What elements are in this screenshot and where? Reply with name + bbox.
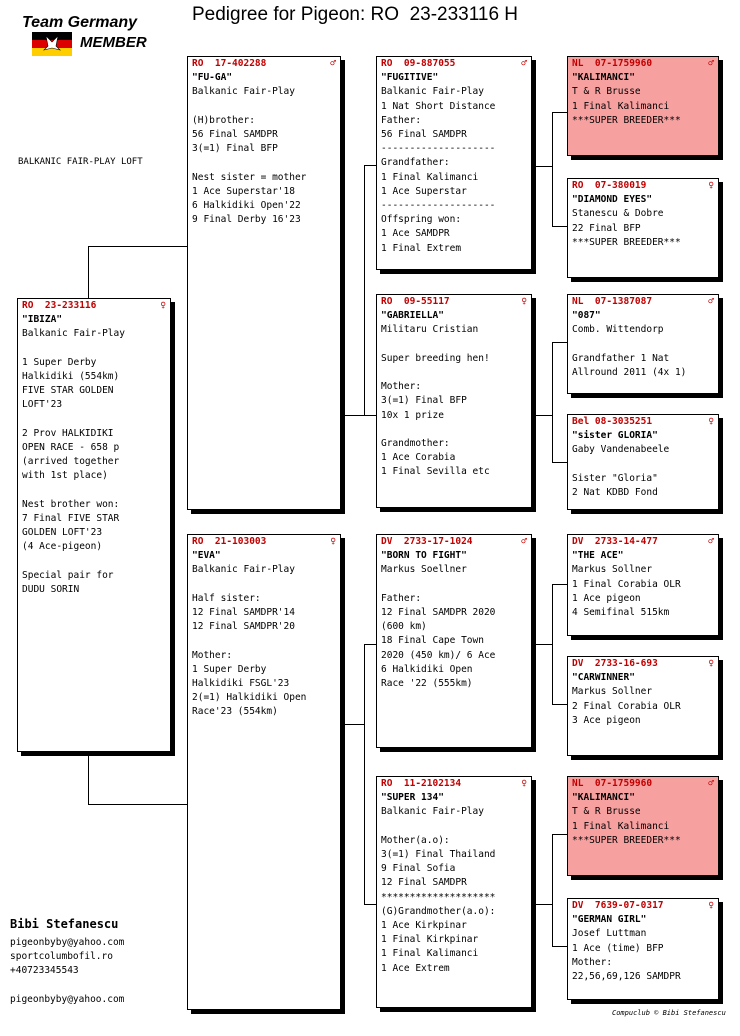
pigeon-name: "087" bbox=[572, 310, 601, 322]
pedigree-card-sire bbox=[187, 56, 341, 510]
pedigree-line: 1 Ace pigeon bbox=[572, 592, 641, 604]
connector-line bbox=[552, 946, 567, 947]
pigeon-name: "GERMAN GIRL" bbox=[572, 914, 647, 926]
ring-number-text: RO 17-402288 bbox=[192, 58, 267, 69]
pedigree-line: 1 Ace Extrem bbox=[381, 962, 450, 974]
pedigree-line: 18 Final Cape Town bbox=[381, 635, 484, 647]
pedigree-line: Race '22 (555km) bbox=[381, 678, 473, 690]
pedigree-line bbox=[192, 100, 336, 114]
ring-number-text: RO 21-103003 bbox=[192, 536, 267, 547]
pedigree-line: 4 Semifinal 515km bbox=[572, 607, 670, 619]
pedigree-line bbox=[572, 458, 714, 472]
pedigree-line: Allround 2011 (4x 1) bbox=[572, 367, 687, 379]
ring-number bbox=[572, 535, 714, 549]
connector-line bbox=[364, 644, 376, 645]
ring-number bbox=[381, 535, 527, 549]
connector-line bbox=[532, 904, 553, 905]
pedigree-line: (H)brother: bbox=[192, 114, 255, 126]
pedigree-card-ggp-8 bbox=[567, 898, 719, 1000]
connector-line bbox=[552, 226, 567, 227]
ring-number bbox=[192, 535, 336, 549]
connector-line bbox=[341, 415, 365, 416]
ring-number bbox=[572, 777, 714, 791]
pedigree-line: (600 km) bbox=[381, 621, 427, 633]
pedigree-line: 1 Ace SAMDPR bbox=[381, 228, 450, 240]
connector-line bbox=[552, 834, 567, 835]
pedigree-line: Militaru Cristian bbox=[381, 324, 479, 336]
pedigree-line: 3(=1) Final Thailand bbox=[381, 849, 496, 861]
pedigree-line bbox=[192, 578, 336, 592]
pedigree-line: Balkanic Fair-Play bbox=[192, 564, 295, 576]
pedigree-line: -------------------- bbox=[381, 143, 496, 155]
pedigree-line: OPEN RACE - 658 p bbox=[22, 442, 120, 454]
pedigree-line: 1 Super Derby bbox=[192, 663, 267, 675]
pedigree-line: Father: bbox=[381, 114, 422, 126]
pedigree-line: GOLDEN LOFT'23 bbox=[22, 527, 103, 539]
connector-line bbox=[88, 804, 188, 805]
logo-text-team-germany: Team Germany bbox=[22, 14, 138, 31]
connector-line bbox=[532, 644, 553, 645]
pedigree-line: Special pair for bbox=[22, 569, 114, 581]
pedigree-line: 3(=1) Final BFP bbox=[192, 143, 278, 155]
pedigree-line: 2 Final Corabia OLR bbox=[572, 700, 681, 712]
female-sex-icon: ♀ bbox=[708, 180, 714, 191]
pedigree-line: Halkidiki (554km) bbox=[22, 371, 120, 383]
pedigree-line: DUDU SORIN bbox=[22, 584, 80, 596]
pedigree-line: -------------------- bbox=[381, 200, 496, 212]
connector-line bbox=[552, 342, 553, 462]
pedigree-line: 12 Final SAMDPR bbox=[381, 877, 467, 889]
pedigree-line: (arrived together bbox=[22, 456, 120, 468]
pedigree-line: (4 Ace-pigeon) bbox=[22, 541, 103, 553]
breeder-email-secondary[interactable]: pigeonbyby@yahoo.com bbox=[10, 994, 125, 1005]
pedigree-card-ggp-6 bbox=[567, 656, 719, 756]
pedigree-line: 1 Final Corabia OLR bbox=[572, 578, 681, 590]
pedigree-line: 3 Ace pigeon bbox=[572, 714, 641, 726]
pedigree-card-ggp-1 bbox=[567, 56, 719, 156]
pedigree-line: 1 Nat Short Distance bbox=[381, 100, 496, 112]
female-sex-icon: ♀ bbox=[708, 658, 714, 669]
pedigree-line: 6 Halkidiki Open bbox=[381, 663, 473, 675]
pigeon-name: "SUPER 134" bbox=[381, 792, 444, 804]
pedigree-line: 1 Ace Superstar bbox=[381, 185, 467, 197]
pedigree-line: 1 Final Kalimanci bbox=[381, 171, 479, 183]
male-sex-icon: ♂ bbox=[708, 778, 714, 789]
ring-number-text: NL 07-1759960 bbox=[572, 778, 653, 789]
ring-number-text: RO 09-55117 bbox=[381, 296, 450, 307]
connector-line bbox=[552, 112, 567, 113]
pedigree-line: 1 Ace Kirkpinar bbox=[381, 920, 467, 932]
pedigree-line: Mother: bbox=[381, 381, 422, 393]
pedigree-line: 3(=1) Final BFP bbox=[381, 395, 467, 407]
ring-number-text: NL 07-1387087 bbox=[572, 296, 653, 307]
connector-line bbox=[88, 246, 89, 300]
footer-credit: Compuclub © Bibi Stefanescu bbox=[612, 1009, 726, 1017]
male-sex-icon: ♂ bbox=[708, 536, 714, 547]
connector-line bbox=[532, 415, 553, 416]
page-title: Pedigree for Pigeon: RO 23-233116 H bbox=[192, 4, 519, 25]
male-sex-icon: ♂ bbox=[330, 58, 336, 69]
pedigree-line: Grandfather: bbox=[381, 157, 450, 169]
pigeon-name: "CARWINNER" bbox=[572, 672, 635, 684]
pedigree-line bbox=[381, 423, 527, 437]
pigeon-name: "EVA" bbox=[192, 550, 221, 562]
pedigree-line bbox=[22, 413, 166, 427]
pedigree-line: Stanescu & Dobre bbox=[572, 208, 664, 220]
pedigree-line: 1 Final Kalimanci bbox=[572, 820, 670, 832]
female-sex-icon: ♀ bbox=[708, 900, 714, 911]
pedigree-line: 1 Super Derby bbox=[22, 356, 97, 368]
pedigree-line: ***SUPER BREEDER*** bbox=[572, 114, 681, 126]
connector-line bbox=[552, 834, 553, 946]
pedigree-line bbox=[192, 634, 336, 648]
pedigree-line bbox=[22, 342, 166, 356]
pigeon-name: "BORN TO FIGHT" bbox=[381, 550, 467, 562]
ring-number bbox=[381, 295, 527, 309]
pedigree-card-dam bbox=[187, 534, 341, 1010]
ring-number bbox=[572, 295, 714, 309]
pedigree-line: 10x 1 prize bbox=[381, 409, 444, 421]
connector-line bbox=[552, 342, 567, 343]
pedigree-line: Grandfather 1 Nat bbox=[572, 352, 670, 364]
breeder-phone: +40723345543 bbox=[10, 965, 79, 976]
connector-line bbox=[532, 166, 553, 167]
female-sex-icon: ♀ bbox=[708, 416, 714, 427]
pedigree-line: 2 Nat KDBD Fond bbox=[572, 487, 658, 499]
pedigree-line: with 1st place) bbox=[22, 470, 108, 482]
pedigree-line: Josef Luttman bbox=[572, 928, 647, 940]
male-sex-icon: ♂ bbox=[521, 536, 527, 547]
pedigree-line: 2020 (450 km)/ 6 Ace bbox=[381, 649, 496, 661]
pedigree-line: Balkanic Fair-Play bbox=[192, 86, 295, 98]
pedigree-line: Balkanic Fair-Play bbox=[381, 86, 484, 98]
pedigree-line: 22 Final BFP bbox=[572, 222, 641, 234]
connector-line bbox=[364, 165, 376, 166]
pedigree-line: Father: bbox=[381, 592, 422, 604]
pigeon-name: "KALIMANCI" bbox=[572, 792, 635, 804]
pedigree-line: (G)Grandmother(a.o): bbox=[381, 905, 496, 917]
pedigree-line: Sister "Gloria" bbox=[572, 472, 658, 484]
connector-line bbox=[552, 704, 567, 705]
ring-number-text: RO 11-2102134 bbox=[381, 778, 462, 789]
female-sex-icon: ♀ bbox=[521, 296, 527, 307]
pedigree-line bbox=[381, 338, 527, 352]
pedigree-line: Halkidiki FSGL'23 bbox=[192, 678, 290, 690]
pedigree-line: ***SUPER BREEDER*** bbox=[572, 236, 681, 248]
pedigree-line bbox=[22, 484, 166, 498]
pigeon-name: "DIAMOND EYES" bbox=[572, 194, 653, 206]
pedigree-line: 1 Final Sevilla etc bbox=[381, 466, 490, 478]
pedigree-line: ******************** bbox=[381, 891, 496, 903]
pedigree-line: T & R Brusse bbox=[572, 86, 641, 98]
connector-line bbox=[552, 584, 567, 585]
female-sex-icon: ♀ bbox=[521, 778, 527, 789]
pedigree-card-dam-dam bbox=[376, 776, 532, 1008]
pedigree-line: 1 Ace Superstar'18 bbox=[192, 185, 295, 197]
ring-number bbox=[572, 57, 714, 71]
connector-line bbox=[364, 644, 365, 904]
pedigree-line: 6 Halkidiki Open'22 bbox=[192, 200, 301, 212]
pedigree-line bbox=[22, 555, 166, 569]
pedigree-line: 1 Ace (time) BFP bbox=[572, 942, 664, 954]
pedigree-line: Comb. Wittendorp bbox=[572, 324, 664, 336]
pedigree-line: Grandmother: bbox=[381, 438, 450, 450]
breeder-name: Bibi Stefanescu bbox=[10, 917, 119, 931]
logo-text-member: MEMBER bbox=[80, 34, 147, 51]
ring-number-text: DV 7639-07-0317 bbox=[572, 900, 664, 911]
pedigree-line bbox=[381, 578, 527, 592]
ring-number-text: DV 2733-17-1024 bbox=[381, 536, 473, 547]
pedigree-line: Gaby Vandenabeele bbox=[572, 444, 670, 456]
pedigree-line: 1 Final Extrem bbox=[381, 242, 462, 254]
pedigree-line: 12 Final SAMDPR'20 bbox=[192, 621, 295, 633]
ring-number-text: DV 2733-14-477 bbox=[572, 536, 658, 547]
ring-number bbox=[381, 777, 527, 791]
connector-line bbox=[552, 462, 567, 463]
pedigree-line: Nest brother won: bbox=[22, 498, 120, 510]
pedigree-line: Nest sister = mother bbox=[192, 171, 307, 183]
pedigree-line: 1 Final Kirkpinar bbox=[381, 934, 479, 946]
pedigree-line: Mother: bbox=[572, 956, 613, 968]
connector-line bbox=[364, 415, 376, 416]
pedigree-line: 9 Final Derby 16'23 bbox=[192, 214, 301, 226]
pedigree-line: 12 Final SAMDPR 2020 bbox=[381, 607, 496, 619]
pedigree-card-dam-sire bbox=[376, 534, 532, 748]
pigeon-name: "IBIZA" bbox=[22, 314, 63, 326]
loft-label: BALKANIC FAIR-PLAY LOFT bbox=[18, 157, 143, 167]
pedigree-line bbox=[572, 338, 714, 352]
ring-number-text: DV 2733-16-693 bbox=[572, 658, 658, 669]
breeder-email[interactable]: pigeonbyby@yahoo.com bbox=[10, 937, 125, 948]
ring-number bbox=[572, 415, 714, 429]
ring-number bbox=[381, 57, 527, 71]
pigeon-name: "THE ACE" bbox=[572, 550, 624, 562]
pedigree-line: 56 Final SAMDPR bbox=[381, 129, 467, 141]
connector-line bbox=[341, 724, 365, 725]
pedigree-line: 56 Final SAMDPR bbox=[192, 129, 278, 141]
ring-number bbox=[192, 57, 336, 71]
ring-number bbox=[572, 899, 714, 913]
pedigree-line: ***SUPER BREEDER*** bbox=[572, 834, 681, 846]
male-sex-icon: ♂ bbox=[708, 58, 714, 69]
pedigree-line: Balkanic Fair-Play bbox=[22, 328, 125, 340]
pedigree-line: 1 Final Kalimanci bbox=[572, 100, 670, 112]
connector-line bbox=[364, 904, 376, 905]
pedigree-line: Half sister: bbox=[192, 592, 261, 604]
pigeon-name: "GABRIELLA" bbox=[381, 310, 444, 322]
pedigree-line bbox=[381, 366, 527, 380]
connector-line bbox=[552, 112, 553, 226]
pedigree-line: 22,56,69,126 SAMDPR bbox=[572, 971, 681, 983]
male-sex-icon: ♂ bbox=[521, 58, 527, 69]
pedigree-card-ggp-5 bbox=[567, 534, 719, 636]
female-sex-icon: ♀ bbox=[160, 300, 166, 311]
pedigree-line: Mother: bbox=[192, 649, 233, 661]
pigeon-name: "sister GLORIA" bbox=[572, 430, 658, 442]
pedigree-line: 2 Prov HALKIDIKI bbox=[22, 427, 114, 439]
pedigree-line: T & R Brusse bbox=[572, 806, 641, 818]
pedigree-card-ggp-4 bbox=[567, 414, 719, 510]
pedigree-card-sire-sire bbox=[376, 56, 532, 270]
ring-number-text: RO 09-887055 bbox=[381, 58, 456, 69]
pedigree-line: LOFT'23 bbox=[22, 399, 63, 411]
pedigree-line: 12 Final SAMDPR'14 bbox=[192, 607, 295, 619]
pedigree-line bbox=[192, 156, 336, 170]
pedigree-card-sire-dam bbox=[376, 294, 532, 508]
pedigree-line: Race'23 (554km) bbox=[192, 706, 278, 718]
ring-number bbox=[572, 179, 714, 193]
ring-number bbox=[22, 299, 166, 313]
ring-number-text: RO 07-380019 bbox=[572, 180, 647, 191]
pedigree-line: Mother(a.o): bbox=[381, 834, 450, 846]
pedigree-line: Markus Sollner bbox=[572, 686, 653, 698]
female-sex-icon: ♀ bbox=[330, 536, 336, 547]
pedigree-line bbox=[381, 820, 527, 834]
ring-number-text: Bel 08-3035251 bbox=[572, 416, 653, 427]
male-sex-icon: ♂ bbox=[708, 296, 714, 307]
ring-number bbox=[572, 657, 714, 671]
pedigree-card-ggp-2 bbox=[567, 178, 719, 278]
connector-line bbox=[88, 246, 188, 247]
breeder-website[interactable]: sportcolumbofil.ro bbox=[10, 951, 113, 962]
pedigree-line: Markus Sollner bbox=[572, 564, 653, 576]
ring-number-text: RO 23-233116 bbox=[22, 300, 97, 311]
ring-number-text: NL 07-1759960 bbox=[572, 58, 653, 69]
pedigree-line: FIVE STAR GOLDEN bbox=[22, 385, 114, 397]
pedigree-line: Offspring won: bbox=[381, 214, 462, 226]
pedigree-line: Balkanic Fair-Play bbox=[381, 806, 484, 818]
pigeon-name: "FU-GA" bbox=[192, 72, 233, 84]
pedigree-line: 2(=1) Halkidiki Open bbox=[192, 692, 307, 704]
connector-line bbox=[364, 165, 365, 415]
pedigree-line: 1 Final Kalimanci bbox=[381, 948, 479, 960]
pigeon-name: "KALIMANCI" bbox=[572, 72, 635, 84]
connector-line bbox=[88, 752, 89, 804]
pedigree-line: 9 Final Sofia bbox=[381, 863, 456, 875]
pedigree-line: Super breeding hen! bbox=[381, 352, 490, 364]
pedigree-line: Markus Soellner bbox=[381, 564, 467, 576]
pedigree-card-subject bbox=[17, 298, 171, 752]
pedigree-line: 1 Ace Corabia bbox=[381, 452, 456, 464]
pedigree-card-ggp-3 bbox=[567, 294, 719, 394]
pedigree-card-ggp-7 bbox=[567, 776, 719, 876]
pigeon-name: "FUGITIVE" bbox=[381, 72, 439, 84]
pedigree-line: 7 Final FIVE STAR bbox=[22, 513, 120, 525]
german-eagle-flag-icon bbox=[32, 32, 72, 56]
